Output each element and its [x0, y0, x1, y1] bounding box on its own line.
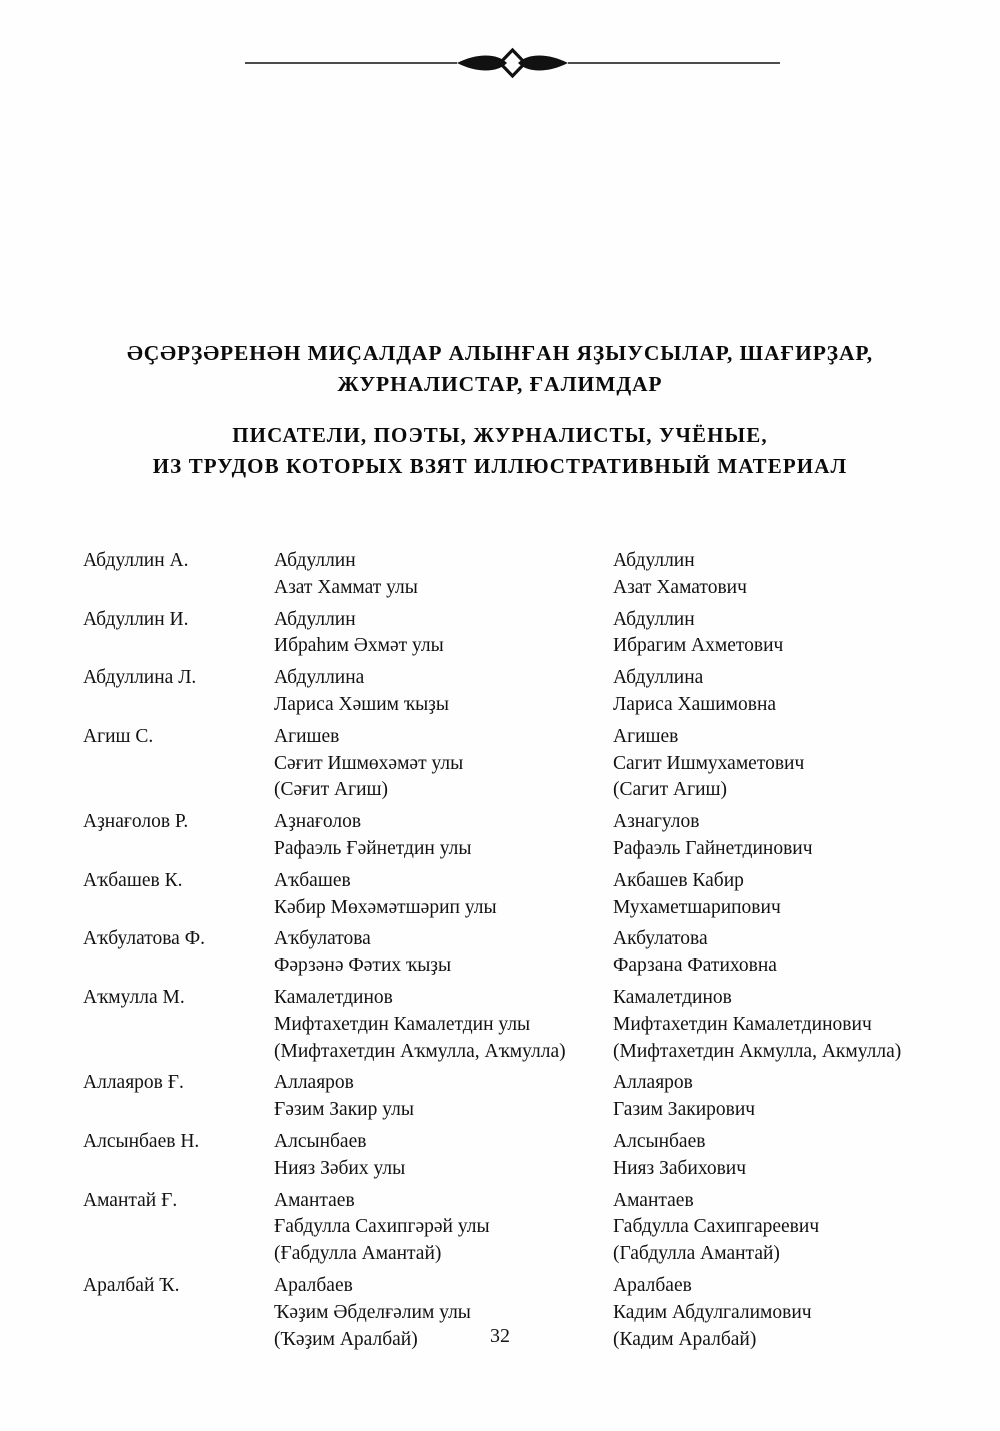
entry-russian-name	[613, 809, 963, 863]
entry-russian-name	[613, 1129, 963, 1183]
entry-short-name	[83, 868, 274, 895]
entry-russian-name	[613, 607, 963, 661]
entry-native-name-line: Аллаяров	[274, 1072, 354, 1094]
entry-native-name-line: Агишев	[274, 725, 340, 747]
entry-short-name	[83, 809, 274, 836]
entry-native-name-line: Ғәзим Закир улы	[274, 1099, 414, 1121]
entry-native-name-line: (Сәғит Агиш)	[274, 779, 389, 801]
entry-native-name	[274, 985, 613, 1065]
entry-russian-name-line: Акбашев Кабир	[613, 869, 744, 891]
entry-short-name	[83, 665, 274, 692]
entry-russian-name-line: Ибрагим Ахметович	[613, 635, 784, 657]
entry-native-name	[274, 724, 613, 804]
entry-native-name	[274, 868, 613, 922]
entry-native-name-line: Лариса Хәшим ҡыҙы	[274, 693, 449, 715]
heading-russian	[70, 420, 930, 482]
entry-russian-name-line: Кадим Абдулгалимович	[613, 1301, 812, 1323]
entry-russian-name-line: (Габдулла Амантай)	[613, 1243, 780, 1265]
entry-russian-name-line: Акбулатова	[613, 928, 708, 950]
entry-native-name-line: Мифтахетдин Камалетдин улы	[274, 1013, 531, 1035]
entry-russian-name-line: Агишев	[613, 725, 679, 747]
entry-native-name-line: Амантаев	[274, 1189, 355, 1211]
page-number: 32	[490, 1325, 510, 1347]
entry-native-name-line: Абдуллин	[274, 608, 356, 630]
entry-native-name-line: Аралбаев	[274, 1274, 353, 1296]
entry-native-name-line: Абдуллина	[274, 667, 365, 689]
entry-russian-name-line: (Сагит Агиш)	[613, 779, 728, 801]
entry-russian-name	[613, 926, 963, 980]
entry-short-name	[83, 724, 274, 751]
entry-russian-name	[613, 665, 963, 719]
entry-native-name-line: Камалетдинов	[274, 986, 393, 1008]
entry-russian-name-line: Газим Закирович	[613, 1099, 756, 1121]
entry-native-name-line: Нияз Зәбих улы	[274, 1157, 406, 1179]
entry-short-name	[83, 1070, 274, 1097]
entry-native-name-line: (Мифтахетдин Аҡмулла, Аҡмулла)	[274, 1040, 566, 1062]
entry-row	[83, 548, 963, 602]
entry-native-name	[274, 548, 613, 602]
entry-short-name	[83, 607, 274, 634]
entry-short-name-line: Абдуллин А.	[83, 550, 189, 571]
entry-row	[83, 1129, 963, 1183]
entry-native-name-line: Ғабдулла Сахипгәрәй улы	[274, 1216, 490, 1238]
entry-russian-name-line: Абдуллин	[613, 608, 695, 630]
entry-russian-name	[613, 1188, 963, 1268]
entry-short-name-line: Агиш С.	[83, 725, 154, 747]
entry-row	[83, 985, 963, 1065]
entry-russian-name-line: Амантаев	[613, 1189, 694, 1211]
entry-russian-name-line: Сагит Ишмухаметович	[613, 752, 805, 774]
entry-russian-name-line: Абдуллина	[613, 667, 704, 689]
heading-bashkir	[70, 338, 930, 400]
entry-russian-name-line: (Мифтахетдин Акмулла, Акмулла)	[613, 1040, 902, 1062]
entry-row	[83, 724, 963, 804]
entry-russian-name	[613, 985, 963, 1065]
entry-native-name	[274, 809, 613, 863]
heading-russian-line-1: ПИСАТЕЛИ, ПОЭТЫ, ЖУРНАЛИСТЫ, УЧЁНЫЕ,	[232, 423, 768, 447]
entry-short-name-line: Аҡбашев К.	[83, 869, 183, 891]
entry-native-name	[274, 1129, 613, 1183]
entry-russian-name-line: Аллаяров	[613, 1072, 693, 1094]
entry-short-name-line: Аллаяров Ғ.	[83, 1072, 184, 1094]
entry-russian-name-line: Азат Хаматович	[613, 576, 747, 598]
entry-russian-name	[613, 868, 963, 922]
entry-row	[83, 868, 963, 922]
entry-short-name	[83, 548, 274, 575]
entry-short-name	[83, 985, 274, 1012]
entry-russian-name	[613, 724, 963, 804]
entry-russian-name-line: Нияз Забихович	[613, 1157, 747, 1179]
entry-native-name-line: Фәрзәнә Фәтих ҡыҙы	[274, 955, 452, 977]
entry-russian-name-line: (Кадим Аралбай)	[613, 1328, 757, 1350]
entry-row	[83, 607, 963, 661]
entry-russian-name-line: Мифтахетдин Камалетдинович	[613, 1013, 872, 1035]
entry-native-name-line: Азат Хаммат улы	[274, 576, 418, 598]
entries-list	[83, 548, 963, 1358]
entry-short-name	[83, 1273, 274, 1300]
entry-russian-name-line: Рафаэль Гайнетдинович	[613, 837, 813, 859]
entry-native-name-line: Ҡәҙим Әбделғәлим улы	[274, 1301, 471, 1323]
entry-russian-name	[613, 1070, 963, 1124]
entry-short-name	[83, 926, 274, 953]
entry-russian-name	[613, 548, 963, 602]
entry-native-name-line: Ибраһим Әхмәт улы	[274, 635, 444, 657]
entry-native-name-line: Алсынбаев	[274, 1130, 367, 1152]
entry-short-name-line: Аралбай Ҡ.	[83, 1274, 180, 1296]
entry-short-name-line: Аҡмулла М.	[83, 986, 185, 1008]
entry-short-name-line: Аҡбулатова Ф.	[83, 928, 205, 950]
entry-native-name-line: (Ғабдулла Амантай)	[274, 1243, 442, 1265]
entry-russian-name-line: Абдуллин	[613, 550, 695, 571]
entry-russian-name-line: Азнагулов	[613, 811, 700, 833]
diamond-rule-ornament	[245, 45, 780, 81]
entry-native-name-line: Кәбир Мөхәмәтшәрип улы	[274, 896, 497, 918]
entry-native-name	[274, 926, 613, 980]
entry-native-name	[274, 607, 613, 661]
entry-russian-name-line: Аралбаев	[613, 1274, 692, 1296]
entry-russian-name-line: Алсынбаев	[613, 1130, 706, 1152]
entry-native-name-line: (Ҡәҙим Аралбай)	[274, 1328, 418, 1350]
entry-native-name	[274, 665, 613, 719]
heading-bashkir-line-1: ӘҪӘРҘӘРЕНӘН МИҪАЛДАР АЛЫНҒАН ЯҘЫУСЫЛАР, ШАҒИРҘАР,	[126, 341, 874, 365]
entry-native-name	[274, 1070, 613, 1124]
entry-native-name-line: Абдуллин	[274, 550, 356, 571]
entry-russian-name-line: Габдулла Сахипгареевич	[613, 1216, 820, 1238]
heading-russian-line-2: ИЗ ТРУДОВ КОТОРЫХ ВЗЯТ ИЛЛЮСТРАТИВНЫЙ МАТЕРИАЛ	[152, 454, 848, 478]
entry-row	[83, 665, 963, 719]
entry-russian-name-line: Мухаметшарипович	[613, 896, 781, 918]
entry-row	[83, 1188, 963, 1268]
entry-native-name-line: Аҡбашев	[274, 869, 351, 891]
entry-russian-name-line: Камалетдинов	[613, 986, 732, 1008]
entry-short-name	[83, 1129, 274, 1156]
entry-short-name	[83, 1188, 274, 1215]
entry-short-name-line: Абдуллин И.	[83, 608, 189, 630]
entry-row	[83, 926, 963, 980]
entry-row	[83, 1070, 963, 1124]
entry-native-name-line: Аҙнағолов	[274, 811, 362, 833]
entry-short-name-line: Алсынбаев Н.	[83, 1130, 200, 1152]
entry-short-name-line: Аҙнағолов Р.	[83, 811, 189, 833]
entry-row	[83, 809, 963, 863]
entry-native-name-line: Рафаэль Ғәйнетдин улы	[274, 837, 472, 859]
heading-bashkir-line-2: ЖУРНАЛИСТАР, ҒАЛИМДАР	[337, 372, 663, 396]
entry-short-name-line: Амантай Ғ.	[83, 1189, 178, 1211]
entry-native-name	[274, 1188, 613, 1268]
entry-short-name-line: Абдуллина Л.	[83, 667, 197, 689]
entry-native-name-line: Аҡбулатова	[274, 928, 371, 950]
entry-native-name-line: Сәғит Ишмөхәмәт улы	[274, 752, 464, 774]
entry-russian-name-line: Фарзана Фатиховна	[613, 955, 777, 977]
entry-russian-name-line: Лариса Хашимовна	[613, 693, 777, 715]
